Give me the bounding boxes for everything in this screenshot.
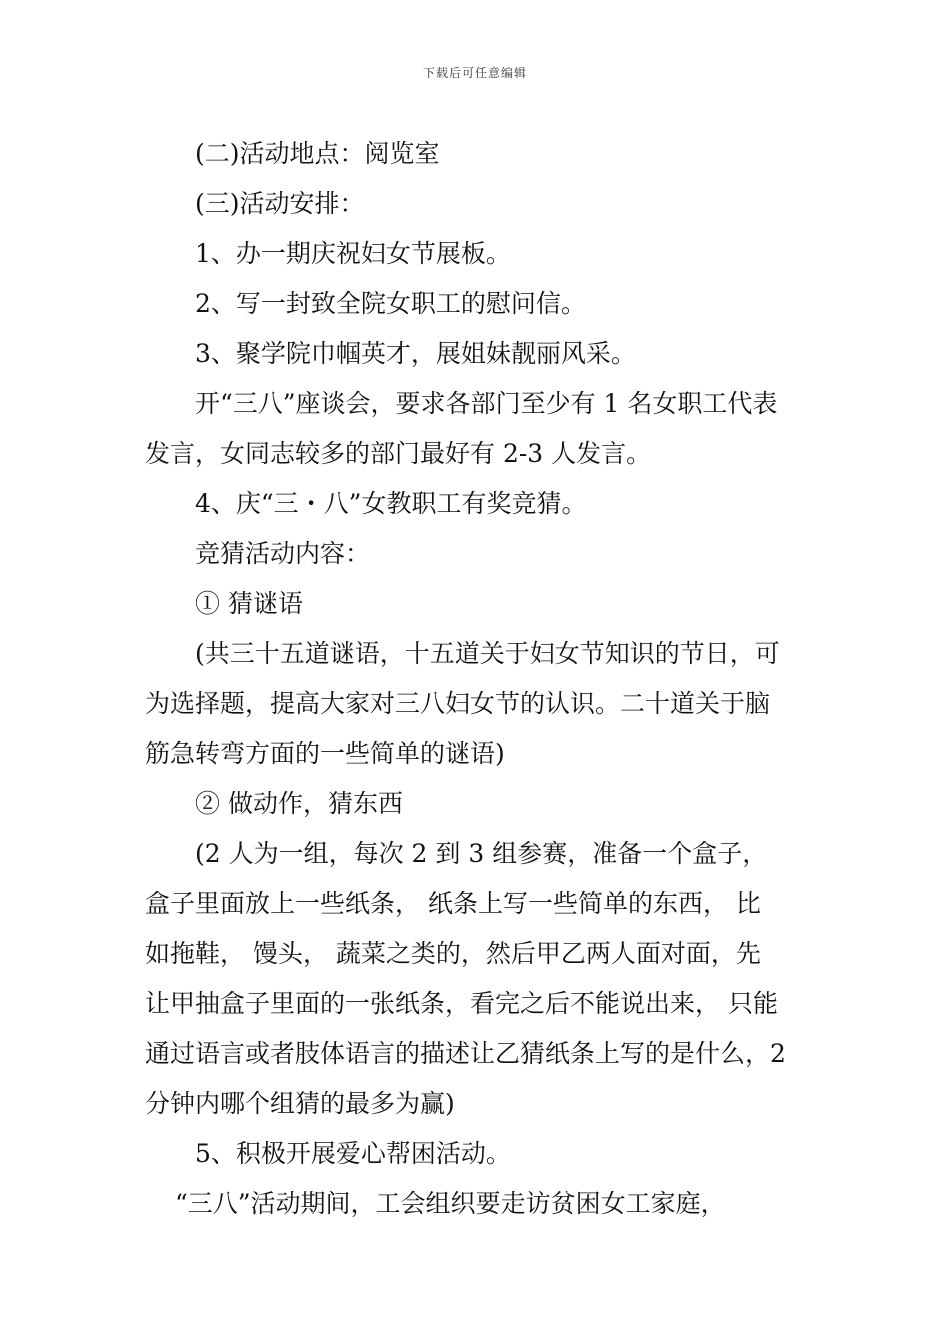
text-line-item-3: 3、聚学院巾帼英才，展姐妹靓丽风采。 <box>195 339 636 368</box>
text-line-forum-1: 开“三八”座谈会，要求各部门至少有 1 名女职工代表 <box>195 389 778 418</box>
text-line-forum-2: 发言，女同志较多的部门最好有 2-3 人发言。 <box>145 439 652 468</box>
text-line-riddles-desc-2: 为选择题，提高大家对三八妇女节的认识。二十道关于脑 <box>145 689 771 718</box>
text-line-quiz-content: 竞猜活动内容： <box>195 539 371 568</box>
text-line-charades: ② 做动作，猜东西 <box>195 789 403 818</box>
text-line-charades-desc-5: 通过语言或者肢体语言的描述让乙猜纸条上写的是什么，2 <box>145 1039 786 1068</box>
text-line-riddles-desc-1: (共三十五道谜语，十五道关于妇女节知识的节日，可 <box>195 639 780 668</box>
text-line-riddles-desc-3: 筋急转弯方面的一些简单的谜语) <box>145 739 505 768</box>
text-line-charades-desc-6: 分钟内哪个组猜的最多为赢) <box>145 1089 455 1118</box>
text-line-charades-desc-1: (2 人为一组，每次 2 到 3 组参赛，准备一个盒子， <box>195 839 768 868</box>
text-line-charades-desc-4: 让甲抽盒子里面的一张纸条，看完之后不能说出来， 只能 <box>145 989 778 1018</box>
page-header-note: 下载后可任意编辑 <box>422 66 527 80</box>
text-line-activity-location: (二)活动地点：阅览室 <box>195 139 440 168</box>
text-line-charades-desc-3: 如拖鞋， 馒头， 蔬菜之类的，然后甲乙两人面对面，先 <box>145 939 761 968</box>
document-body <box>145 129 807 1229</box>
text-line-item-1: 1、办一期庆祝妇女节展板。 <box>195 239 511 268</box>
text-line-item-4: 4、庆“三・八”女教职工有奖竞猜。 <box>195 489 587 518</box>
text-line-visit: “三八”活动期间，工会组织要走访贫困女工家庭， <box>175 1189 726 1218</box>
text-line-riddles: ① 猜谜语 <box>195 589 303 618</box>
text-line-activity-arrangement: (三)活动安排： <box>195 189 365 218</box>
text-line-item-2: 2、写一封致全院女职工的慰问信。 <box>195 289 586 318</box>
text-line-charades-desc-2: 盒子里面放上一些纸条， 纸条上写一些简单的东西， 比 <box>145 889 761 918</box>
text-line-item-5: 5、积极开展爱心帮困活动。 <box>195 1139 511 1168</box>
